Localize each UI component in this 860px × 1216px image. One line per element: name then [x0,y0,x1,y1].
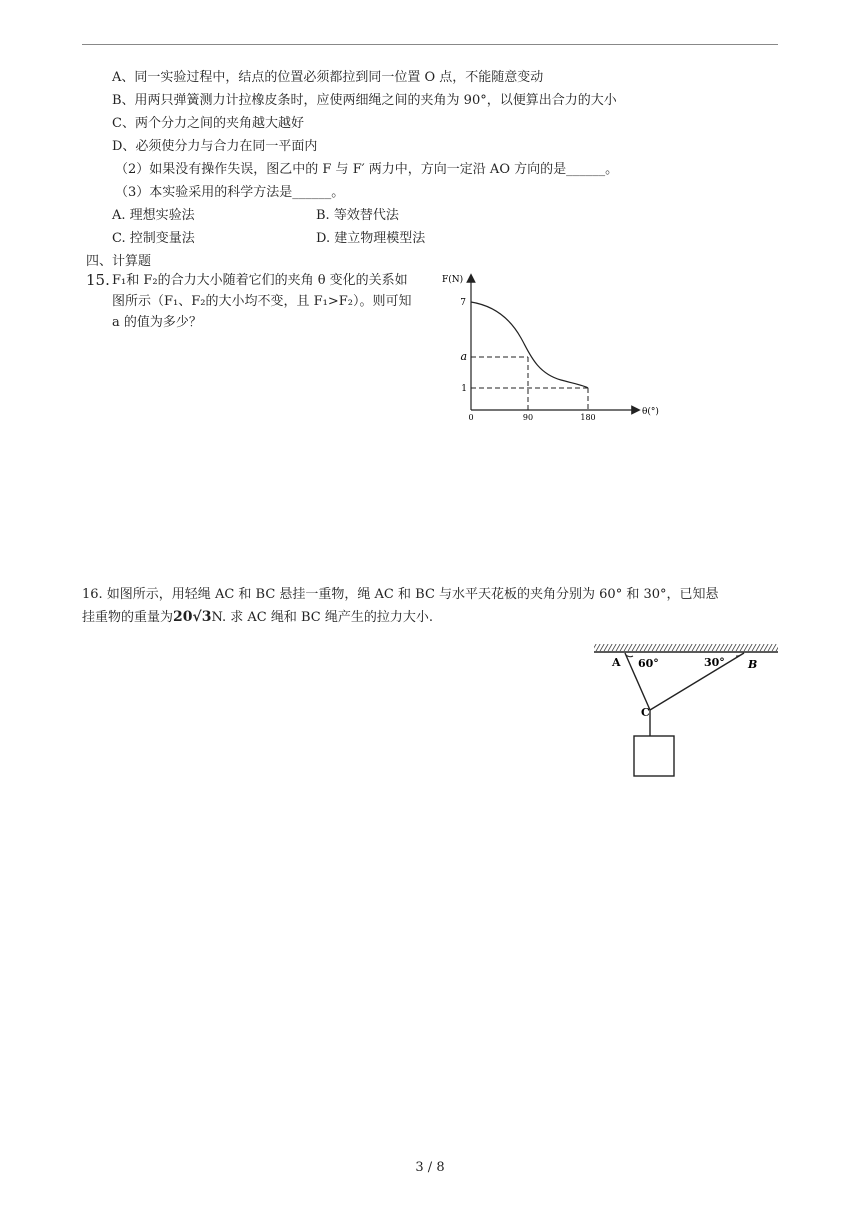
x-tick-180: 180 [580,413,596,422]
force-angle-graph [436,268,666,428]
question-16 [82,584,782,629]
x-tick-90: 90 [522,413,534,422]
ceiling-hatch [594,644,778,651]
y-tick-7: 7 [460,298,466,308]
option-d: D、必须使分力与合力在同一平面内 [112,139,318,154]
question-16-line-2 [82,606,782,629]
y-tick-a: a [460,350,467,363]
rope-bc [650,653,744,710]
angle-arc-b [736,654,742,656]
angle-60-label: 60° [638,657,659,670]
point-c-label: C [641,706,650,719]
method-option-a: A. 理想实验法 [112,208,195,223]
page-number: 3 / 8 [415,1160,445,1175]
header-rule [82,44,778,45]
method-option-d: D. 建立物理模型法 [316,231,426,246]
question-16-post: N. 求 AC 绳和 BC 绳产生的拉力大小. [211,610,433,625]
y-tick-1: 1 [461,384,467,394]
force-curve [471,302,588,388]
option-c: C、两个分力之间的夹角越大越好 [112,116,304,131]
question-14-part-3: （3）本实验采用的科学方法是______。 [115,185,345,200]
method-option-c: C. 控制变量法 [112,231,195,246]
question-15-number: 15. [86,271,110,289]
x-tick-0: 0 [468,413,474,422]
option-b: B、用两只弹簧测力计拉橡皮条时，应使两细绳之间的夹角为 90°，以便算出合力的大小 [112,93,617,108]
question-15-text: F₁和 F₂的合力大小随着它们的夹角 θ 变化的关系如图所示（F₁、F₂的大小均不变，且 F₁>F₂）。则可知 a 的值为多少？ [112,273,412,330]
x-axis-label: θ(°) [642,407,659,417]
angle-arc-a [626,655,633,657]
angle-30-label: 30° [704,656,725,669]
section-title: 四、计算题 [86,254,152,269]
question-14-part-2: （2）如果没有操作失误，图乙中的 F 与 F′ 两力中，方向一定沿 AO 方向的是______。 [115,162,619,177]
suspension-diagram [590,640,790,788]
question-16-line-1: 16. 如图所示，用轻绳 AC 和 BC 悬挂一重物，绳 AC 和 BC 与水平天花板的夹角分别为 60° 和 30°，已知悬 [82,587,719,602]
point-a-label: A [612,656,621,669]
weight-box [634,736,674,776]
point-b-label: B [748,658,758,671]
method-option-b: B. 等效替代法 [316,208,399,223]
question-16-pre: 挂重物的重量为 [82,610,174,625]
y-axis-label: F(N) [442,275,464,285]
weight-value: 20√3 [173,609,212,625]
option-a: A、同一实验过程中，结点的位置必须都拉到同一位置 O 点，不能随意变动 [112,70,544,85]
